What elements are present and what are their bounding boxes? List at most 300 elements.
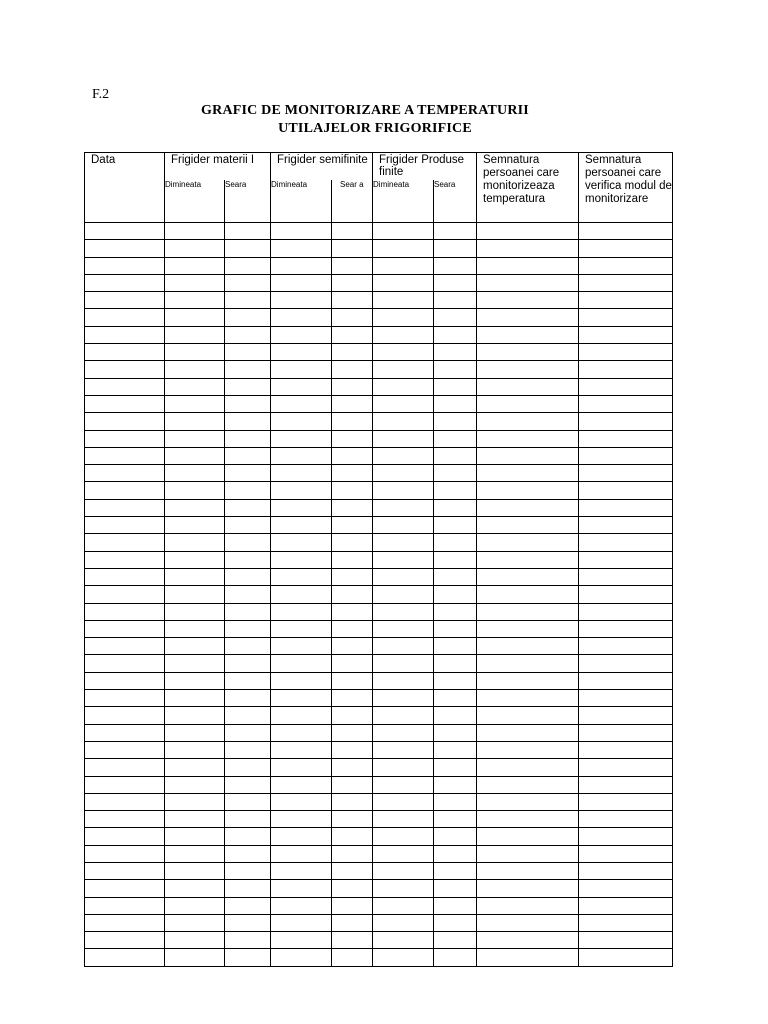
table-cell[interactable]: [477, 326, 579, 343]
table-cell[interactable]: [85, 793, 165, 810]
table-cell[interactable]: [332, 932, 373, 949]
table-cell[interactable]: [373, 862, 434, 879]
table-cell[interactable]: [477, 586, 579, 603]
table-cell[interactable]: [271, 309, 332, 326]
table-cell[interactable]: [332, 430, 373, 447]
table-cell[interactable]: [165, 586, 225, 603]
table-cell[interactable]: [434, 447, 477, 464]
table-cell[interactable]: [332, 759, 373, 776]
table-cell[interactable]: [225, 949, 271, 966]
table-cell[interactable]: [373, 361, 434, 378]
table-cell[interactable]: [477, 309, 579, 326]
table-cell[interactable]: [85, 811, 165, 828]
table-cell[interactable]: [434, 517, 477, 534]
table-cell[interactable]: [477, 741, 579, 758]
table-cell[interactable]: [225, 603, 271, 620]
table-cell[interactable]: [165, 759, 225, 776]
table-cell[interactable]: [85, 482, 165, 499]
table-cell[interactable]: [85, 776, 165, 793]
table-cell[interactable]: [165, 482, 225, 499]
table-cell[interactable]: [165, 551, 225, 568]
table-cell[interactable]: [434, 378, 477, 395]
table-cell[interactable]: [373, 759, 434, 776]
table-cell[interactable]: [477, 724, 579, 741]
table-cell[interactable]: [271, 741, 332, 758]
table-cell[interactable]: [579, 344, 673, 361]
table-cell[interactable]: [271, 638, 332, 655]
table-cell[interactable]: [271, 655, 332, 672]
table-cell[interactable]: [85, 257, 165, 274]
table-cell[interactable]: [579, 690, 673, 707]
table-cell[interactable]: [85, 551, 165, 568]
table-cell[interactable]: [332, 655, 373, 672]
table-cell[interactable]: [225, 499, 271, 516]
table-cell[interactable]: [271, 897, 332, 914]
table-cell[interactable]: [434, 551, 477, 568]
table-cell[interactable]: [434, 932, 477, 949]
table-cell[interactable]: [165, 603, 225, 620]
table-cell[interactable]: [579, 534, 673, 551]
table-cell[interactable]: [271, 551, 332, 568]
table-cell[interactable]: [225, 811, 271, 828]
table-cell[interactable]: [373, 447, 434, 464]
table-cell[interactable]: [373, 499, 434, 516]
table-cell[interactable]: [477, 274, 579, 291]
table-cell[interactable]: [332, 586, 373, 603]
table-cell[interactable]: [85, 378, 165, 395]
table-cell[interactable]: [477, 292, 579, 309]
table-cell[interactable]: [579, 655, 673, 672]
table-cell[interactable]: [332, 914, 373, 931]
table-cell[interactable]: [373, 534, 434, 551]
table-cell[interactable]: [225, 724, 271, 741]
table-cell[interactable]: [165, 361, 225, 378]
table-cell[interactable]: [165, 707, 225, 724]
table-cell[interactable]: [165, 776, 225, 793]
table-cell[interactable]: [373, 811, 434, 828]
table-cell[interactable]: [85, 344, 165, 361]
table-cell[interactable]: [373, 274, 434, 291]
table-cell[interactable]: [332, 274, 373, 291]
table-cell[interactable]: [225, 482, 271, 499]
table-cell[interactable]: [373, 309, 434, 326]
table-cell[interactable]: [373, 707, 434, 724]
table-cell[interactable]: [225, 897, 271, 914]
table-cell[interactable]: [332, 395, 373, 412]
table-cell[interactable]: [165, 499, 225, 516]
table-cell[interactable]: [271, 707, 332, 724]
table-cell[interactable]: [332, 897, 373, 914]
table-cell[interactable]: [373, 897, 434, 914]
table-cell[interactable]: [225, 344, 271, 361]
table-cell[interactable]: [85, 690, 165, 707]
table-cell[interactable]: [332, 724, 373, 741]
table-cell[interactable]: [332, 603, 373, 620]
table-cell[interactable]: [85, 568, 165, 585]
table-cell[interactable]: [225, 517, 271, 534]
table-cell[interactable]: [477, 534, 579, 551]
table-cell[interactable]: [434, 482, 477, 499]
table-cell[interactable]: [271, 326, 332, 343]
table-cell[interactable]: [477, 620, 579, 637]
table-cell[interactable]: [225, 309, 271, 326]
table-cell[interactable]: [332, 949, 373, 966]
table-cell[interactable]: [225, 240, 271, 257]
table-cell[interactable]: [579, 828, 673, 845]
table-cell[interactable]: [271, 828, 332, 845]
table-cell[interactable]: [579, 517, 673, 534]
table-cell[interactable]: [434, 655, 477, 672]
table-cell[interactable]: [434, 880, 477, 897]
table-cell[interactable]: [434, 638, 477, 655]
table-cell[interactable]: [225, 551, 271, 568]
table-cell[interactable]: [85, 620, 165, 637]
table-cell[interactable]: [373, 395, 434, 412]
table-cell[interactable]: [165, 274, 225, 291]
table-cell[interactable]: [332, 551, 373, 568]
table-cell[interactable]: [225, 741, 271, 758]
table-cell[interactable]: [165, 828, 225, 845]
table-cell[interactable]: [579, 932, 673, 949]
table-cell[interactable]: [477, 949, 579, 966]
table-cell[interactable]: [332, 257, 373, 274]
table-cell[interactable]: [332, 292, 373, 309]
table-cell[interactable]: [434, 724, 477, 741]
table-cell[interactable]: [373, 551, 434, 568]
table-cell[interactable]: [332, 309, 373, 326]
table-cell[interactable]: [85, 292, 165, 309]
table-cell[interactable]: [477, 413, 579, 430]
table-cell[interactable]: [477, 361, 579, 378]
table-cell[interactable]: [434, 223, 477, 240]
table-cell[interactable]: [85, 361, 165, 378]
table-cell[interactable]: [271, 344, 332, 361]
table-cell[interactable]: [271, 378, 332, 395]
table-cell[interactable]: [332, 776, 373, 793]
table-cell[interactable]: [85, 897, 165, 914]
table-cell[interactable]: [373, 655, 434, 672]
table-cell[interactable]: [332, 793, 373, 810]
table-cell[interactable]: [85, 603, 165, 620]
table-cell[interactable]: [165, 568, 225, 585]
table-cell[interactable]: [477, 551, 579, 568]
table-cell[interactable]: [225, 568, 271, 585]
table-cell[interactable]: [434, 776, 477, 793]
table-cell[interactable]: [579, 707, 673, 724]
table-cell[interactable]: [225, 620, 271, 637]
table-cell[interactable]: [434, 914, 477, 931]
table-cell[interactable]: [332, 672, 373, 689]
table-cell[interactable]: [579, 724, 673, 741]
table-cell[interactable]: [271, 499, 332, 516]
table-cell[interactable]: [225, 326, 271, 343]
table-cell[interactable]: [85, 707, 165, 724]
table-cell[interactable]: [434, 603, 477, 620]
table-cell[interactable]: [85, 741, 165, 758]
table-cell[interactable]: [434, 309, 477, 326]
table-cell[interactable]: [85, 638, 165, 655]
table-cell[interactable]: [579, 845, 673, 862]
table-cell[interactable]: [373, 793, 434, 810]
table-cell[interactable]: [85, 309, 165, 326]
table-cell[interactable]: [271, 482, 332, 499]
table-cell[interactable]: [477, 672, 579, 689]
table-cell[interactable]: [332, 862, 373, 879]
table-cell[interactable]: [165, 672, 225, 689]
table-cell[interactable]: [434, 897, 477, 914]
table-cell[interactable]: [373, 413, 434, 430]
table-cell[interactable]: [373, 690, 434, 707]
table-cell[interactable]: [477, 707, 579, 724]
table-cell[interactable]: [477, 344, 579, 361]
table-cell[interactable]: [434, 568, 477, 585]
table-cell[interactable]: [85, 828, 165, 845]
table-cell[interactable]: [579, 620, 673, 637]
table-cell[interactable]: [373, 949, 434, 966]
table-cell[interactable]: [225, 776, 271, 793]
table-cell[interactable]: [165, 724, 225, 741]
table-cell[interactable]: [477, 638, 579, 655]
table-cell[interactable]: [434, 586, 477, 603]
table-cell[interactable]: [165, 534, 225, 551]
table-cell[interactable]: [165, 638, 225, 655]
table-cell[interactable]: [477, 447, 579, 464]
table-cell[interactable]: [165, 326, 225, 343]
table-cell[interactable]: [165, 344, 225, 361]
table-cell[interactable]: [165, 240, 225, 257]
table-cell[interactable]: [477, 465, 579, 482]
table-cell[interactable]: [225, 395, 271, 412]
table-cell[interactable]: [434, 465, 477, 482]
table-cell[interactable]: [165, 811, 225, 828]
table-cell[interactable]: [332, 413, 373, 430]
table-cell[interactable]: [85, 914, 165, 931]
table-cell[interactable]: [332, 344, 373, 361]
table-cell[interactable]: [434, 499, 477, 516]
table-cell[interactable]: [271, 534, 332, 551]
table-cell[interactable]: [477, 240, 579, 257]
table-cell[interactable]: [373, 586, 434, 603]
table-cell[interactable]: [373, 638, 434, 655]
table-cell[interactable]: [434, 811, 477, 828]
table-cell[interactable]: [579, 949, 673, 966]
table-cell[interactable]: [165, 517, 225, 534]
table-cell[interactable]: [165, 914, 225, 931]
table-cell[interactable]: [225, 361, 271, 378]
table-cell[interactable]: [85, 223, 165, 240]
table-cell[interactable]: [271, 776, 332, 793]
table-cell[interactable]: [271, 620, 332, 637]
table-cell[interactable]: [225, 845, 271, 862]
table-cell[interactable]: [332, 690, 373, 707]
table-cell[interactable]: [165, 793, 225, 810]
table-cell[interactable]: [373, 620, 434, 637]
table-cell[interactable]: [579, 551, 673, 568]
table-cell[interactable]: [579, 447, 673, 464]
table-cell[interactable]: [225, 828, 271, 845]
table-cell[interactable]: [579, 309, 673, 326]
table-cell[interactable]: [579, 361, 673, 378]
table-cell[interactable]: [477, 828, 579, 845]
table-cell[interactable]: [579, 465, 673, 482]
table-cell[interactable]: [477, 655, 579, 672]
table-cell[interactable]: [271, 603, 332, 620]
table-cell[interactable]: [579, 223, 673, 240]
table-cell[interactable]: [373, 741, 434, 758]
table-cell[interactable]: [271, 361, 332, 378]
table-cell[interactable]: [165, 309, 225, 326]
table-cell[interactable]: [271, 880, 332, 897]
table-cell[interactable]: [579, 586, 673, 603]
table-cell[interactable]: [434, 534, 477, 551]
table-cell[interactable]: [373, 482, 434, 499]
table-cell[interactable]: [579, 240, 673, 257]
table-cell[interactable]: [477, 932, 579, 949]
table-cell[interactable]: [373, 880, 434, 897]
table-cell[interactable]: [165, 223, 225, 240]
table-cell[interactable]: [332, 447, 373, 464]
table-cell[interactable]: [373, 914, 434, 931]
table-cell[interactable]: [434, 430, 477, 447]
table-cell[interactable]: [579, 257, 673, 274]
table-cell[interactable]: [85, 274, 165, 291]
table-cell[interactable]: [225, 690, 271, 707]
table-cell[interactable]: [477, 482, 579, 499]
table-cell[interactable]: [477, 690, 579, 707]
table-cell[interactable]: [85, 586, 165, 603]
table-cell[interactable]: [434, 672, 477, 689]
table-cell[interactable]: [165, 880, 225, 897]
table-cell[interactable]: [85, 655, 165, 672]
table-cell[interactable]: [85, 724, 165, 741]
table-cell[interactable]: [85, 430, 165, 447]
table-cell[interactable]: [165, 465, 225, 482]
table-cell[interactable]: [271, 949, 332, 966]
table-cell[interactable]: [165, 845, 225, 862]
table-cell[interactable]: [477, 914, 579, 931]
table-cell[interactable]: [477, 223, 579, 240]
table-cell[interactable]: [85, 672, 165, 689]
table-cell[interactable]: [225, 534, 271, 551]
table-cell[interactable]: [434, 845, 477, 862]
table-cell[interactable]: [225, 707, 271, 724]
table-cell[interactable]: [373, 430, 434, 447]
table-cell[interactable]: [271, 759, 332, 776]
table-cell[interactable]: [579, 776, 673, 793]
table-cell[interactable]: [579, 568, 673, 585]
table-cell[interactable]: [271, 517, 332, 534]
table-cell[interactable]: [579, 897, 673, 914]
table-cell[interactable]: [225, 586, 271, 603]
table-cell[interactable]: [579, 741, 673, 758]
table-cell[interactable]: [579, 395, 673, 412]
table-cell[interactable]: [332, 223, 373, 240]
table-cell[interactable]: [225, 465, 271, 482]
table-cell[interactable]: [165, 292, 225, 309]
table-cell[interactable]: [373, 223, 434, 240]
table-cell[interactable]: [477, 430, 579, 447]
table-cell[interactable]: [373, 932, 434, 949]
table-cell[interactable]: [271, 568, 332, 585]
table-cell[interactable]: [579, 499, 673, 516]
table-cell[interactable]: [85, 499, 165, 516]
table-cell[interactable]: [477, 811, 579, 828]
table-cell[interactable]: [373, 845, 434, 862]
table-cell[interactable]: [225, 672, 271, 689]
table-cell[interactable]: [579, 430, 673, 447]
table-cell[interactable]: [332, 828, 373, 845]
table-cell[interactable]: [85, 240, 165, 257]
table-cell[interactable]: [165, 741, 225, 758]
table-cell[interactable]: [271, 932, 332, 949]
table-cell[interactable]: [332, 465, 373, 482]
table-cell[interactable]: [165, 862, 225, 879]
table-cell[interactable]: [373, 378, 434, 395]
table-cell[interactable]: [434, 707, 477, 724]
table-cell[interactable]: [271, 447, 332, 464]
table-cell[interactable]: [434, 741, 477, 758]
table-cell[interactable]: [271, 845, 332, 862]
table-cell[interactable]: [579, 638, 673, 655]
table-cell[interactable]: [373, 724, 434, 741]
table-cell[interactable]: [579, 274, 673, 291]
table-cell[interactable]: [165, 395, 225, 412]
table-cell[interactable]: [434, 274, 477, 291]
table-cell[interactable]: [477, 862, 579, 879]
table-cell[interactable]: [271, 223, 332, 240]
table-cell[interactable]: [271, 811, 332, 828]
table-cell[interactable]: [165, 949, 225, 966]
table-cell[interactable]: [373, 672, 434, 689]
table-cell[interactable]: [271, 257, 332, 274]
table-cell[interactable]: [165, 620, 225, 637]
table-cell[interactable]: [85, 932, 165, 949]
table-cell[interactable]: [332, 240, 373, 257]
table-cell[interactable]: [332, 707, 373, 724]
table-cell[interactable]: [579, 914, 673, 931]
table-cell[interactable]: [332, 880, 373, 897]
table-cell[interactable]: [85, 326, 165, 343]
table-cell[interactable]: [225, 413, 271, 430]
table-cell[interactable]: [434, 828, 477, 845]
table-cell[interactable]: [85, 395, 165, 412]
table-cell[interactable]: [332, 568, 373, 585]
table-cell[interactable]: [332, 741, 373, 758]
table-cell[interactable]: [332, 517, 373, 534]
table-cell[interactable]: [271, 724, 332, 741]
table-cell[interactable]: [579, 378, 673, 395]
table-cell[interactable]: [373, 828, 434, 845]
table-cell[interactable]: [271, 430, 332, 447]
table-cell[interactable]: [225, 274, 271, 291]
table-cell[interactable]: [225, 759, 271, 776]
table-cell[interactable]: [373, 776, 434, 793]
table-cell[interactable]: [477, 759, 579, 776]
table-cell[interactable]: [85, 845, 165, 862]
table-cell[interactable]: [579, 482, 673, 499]
table-cell[interactable]: [434, 620, 477, 637]
table-cell[interactable]: [85, 759, 165, 776]
table-cell[interactable]: [85, 465, 165, 482]
table-cell[interactable]: [332, 845, 373, 862]
table-cell[interactable]: [373, 240, 434, 257]
table-cell[interactable]: [332, 499, 373, 516]
table-cell[interactable]: [225, 430, 271, 447]
table-cell[interactable]: [271, 240, 332, 257]
table-cell[interactable]: [434, 759, 477, 776]
table-cell[interactable]: [477, 395, 579, 412]
table-cell[interactable]: [373, 603, 434, 620]
